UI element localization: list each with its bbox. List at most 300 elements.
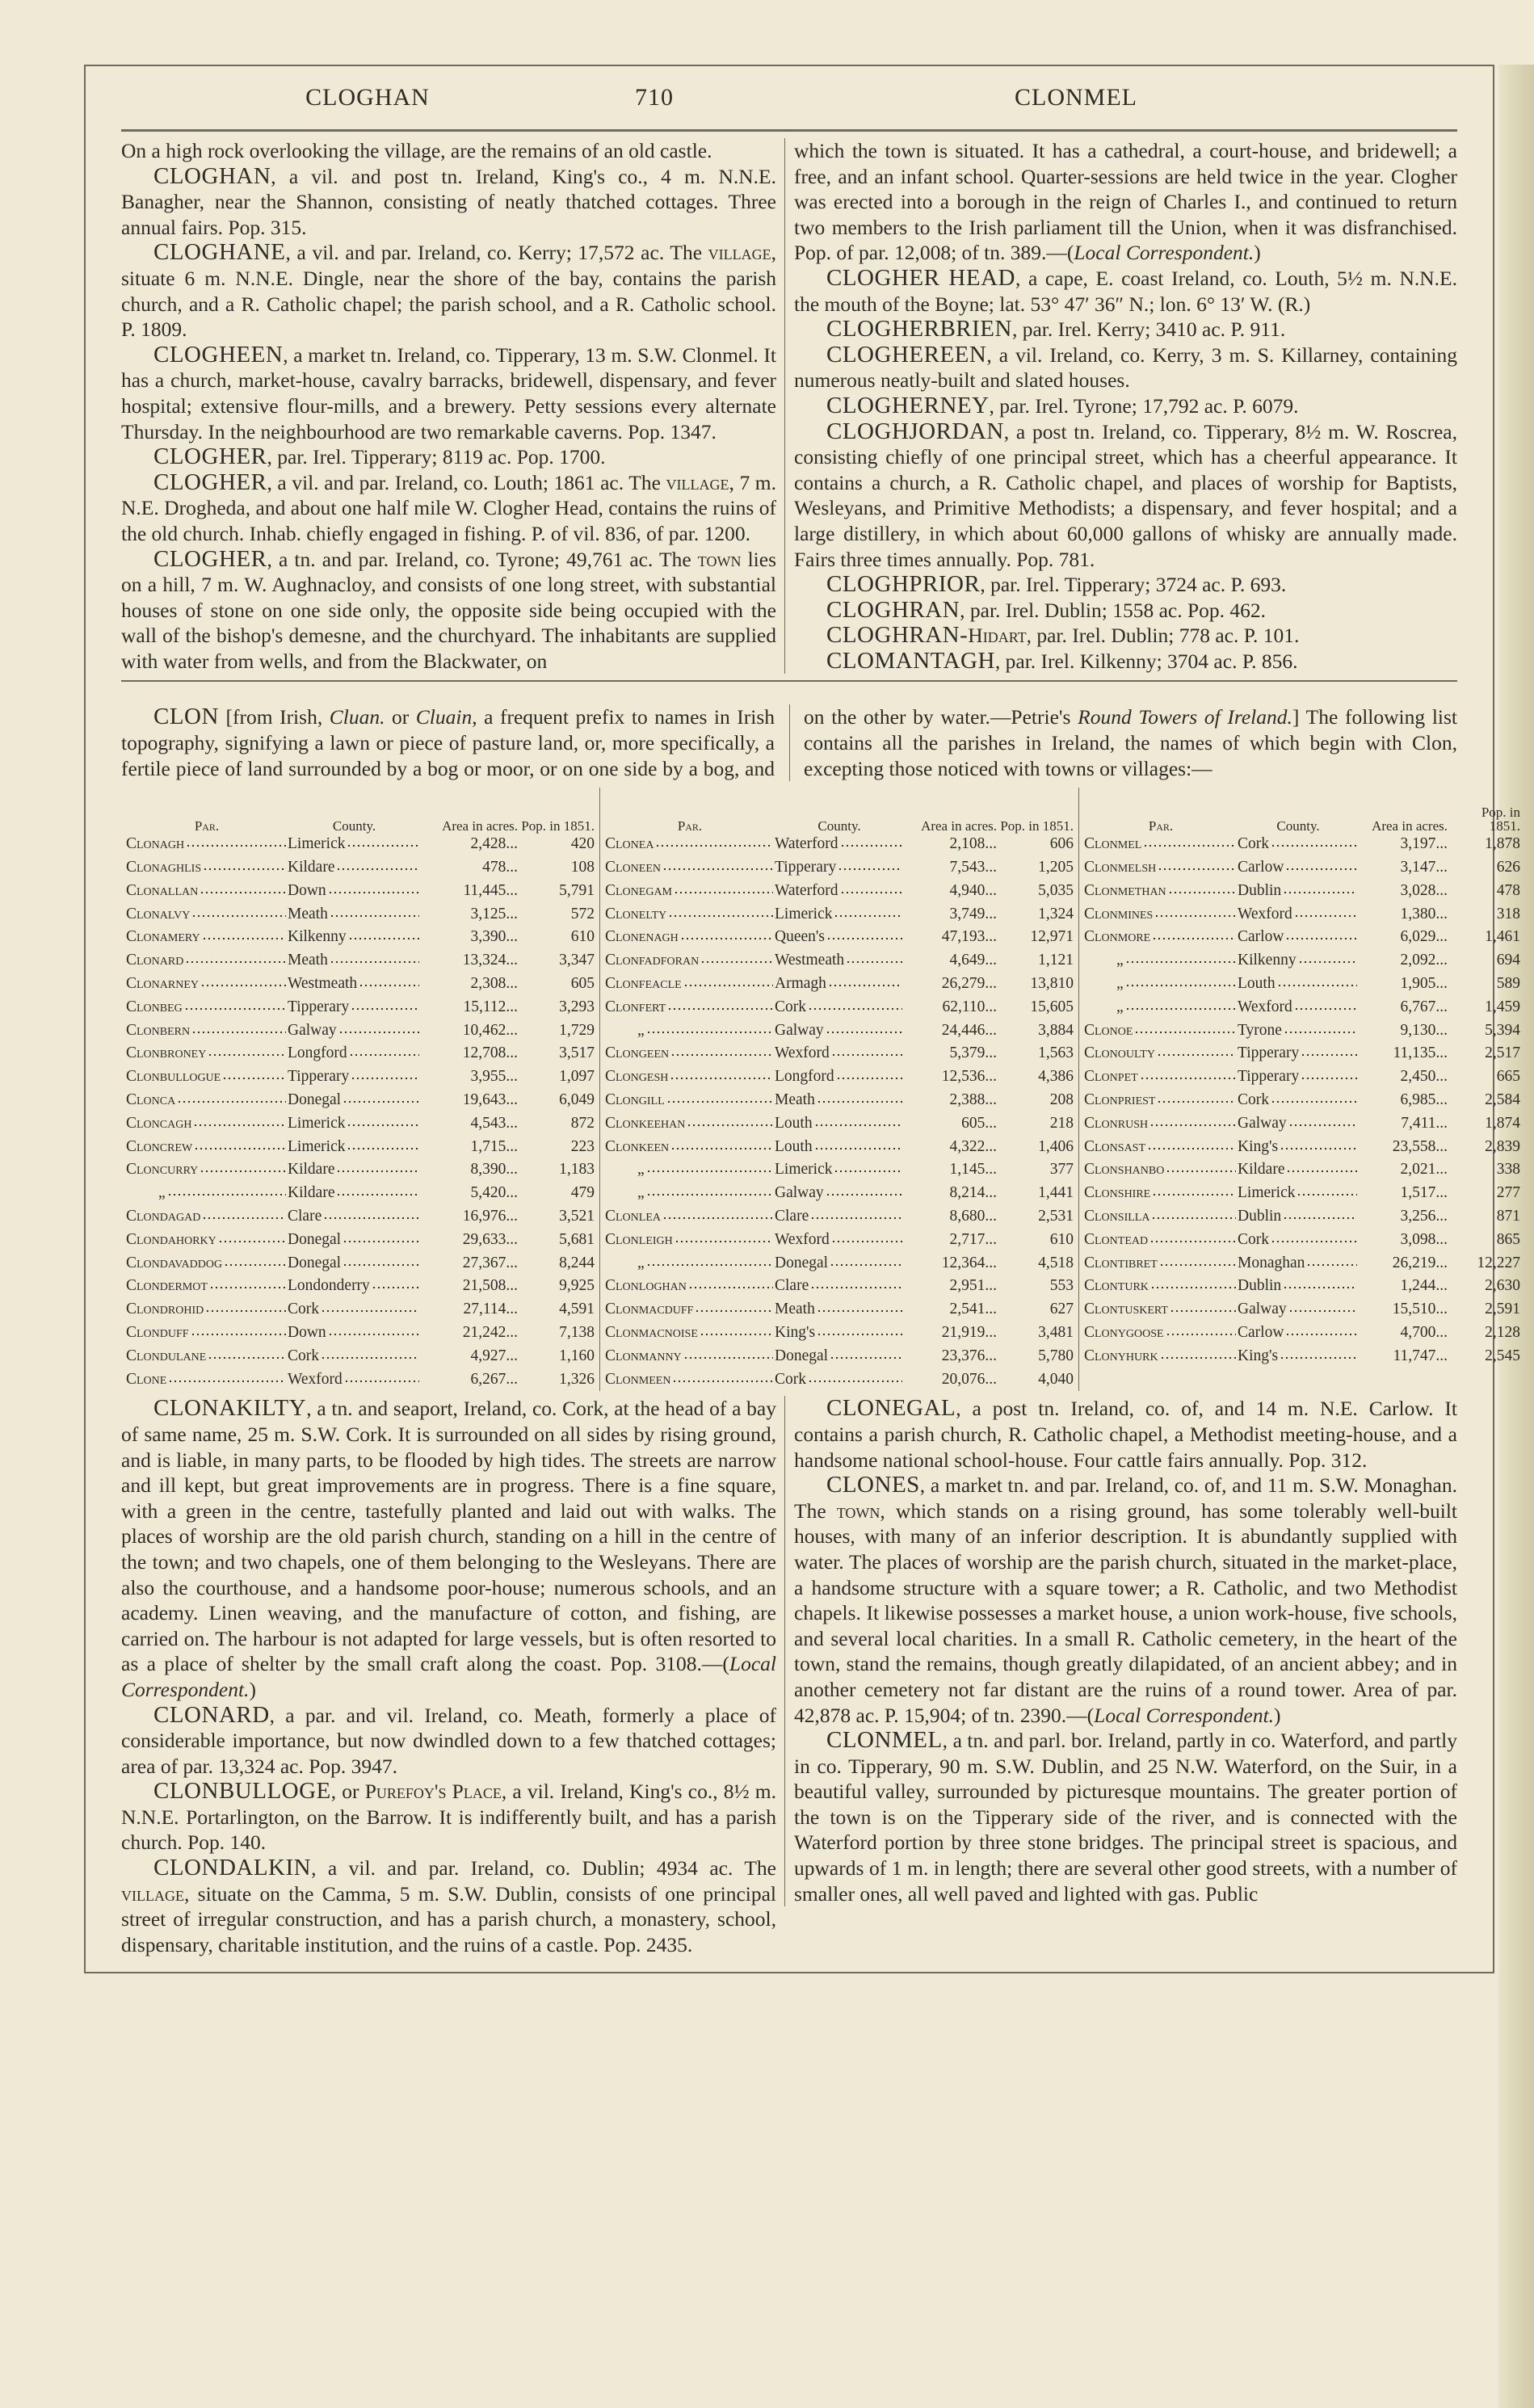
population-1851: 553 xyxy=(1049,1277,1074,1295)
leader-dots: ... xyxy=(506,881,518,899)
area-acres: 15,510 xyxy=(1392,1301,1436,1318)
population-1851: 8,244 xyxy=(559,1254,595,1271)
leader-dots xyxy=(814,1146,902,1151)
parish-name: Clonmanny xyxy=(605,1347,682,1364)
leader-dots xyxy=(826,1192,902,1197)
leader-dots: ... xyxy=(985,1161,997,1179)
parish-table-1 xyxy=(121,788,599,1391)
leader-dots xyxy=(321,1355,419,1360)
leader-dots xyxy=(1271,1239,1357,1244)
leader-dots xyxy=(194,1146,286,1151)
area-acres: 10,462 xyxy=(462,1021,506,1039)
italic-text: Local Correspondent. xyxy=(1094,1703,1275,1727)
area-acres: 3,256 xyxy=(1400,1208,1436,1225)
parish-name: Clonarney xyxy=(126,975,199,993)
leader-dots: ... xyxy=(985,1347,997,1364)
table-row xyxy=(605,880,1074,903)
entry-text: , a par. and vil. Ireland, co. Meath, formerly a place of considerable importance, but now dwindled down to a few thatched cottages; area of par. 13,324 ac. Pop. 3947. xyxy=(121,1703,776,1778)
area-acres: 3,098 xyxy=(1400,1230,1436,1248)
leader-dots: ... xyxy=(1435,1208,1448,1225)
leader-dots xyxy=(700,1332,773,1337)
county-name: Galway xyxy=(288,1021,337,1039)
area-acres: 4,940 xyxy=(949,881,986,899)
parish-name: Clondagad xyxy=(126,1208,201,1225)
leader-dots: ... xyxy=(506,835,518,853)
running-head-left: CLOGHAN xyxy=(305,84,430,111)
parish-name: Cloncurry xyxy=(126,1161,199,1179)
leader-dots xyxy=(200,1169,286,1174)
area-acres: 7,411 xyxy=(1401,1114,1436,1132)
leader-dots xyxy=(695,1309,773,1313)
area-acres: 13,324 xyxy=(462,952,506,969)
header-pop: Pop. in 1851. xyxy=(1481,805,1520,834)
leader-dots xyxy=(840,890,902,895)
leader-dots xyxy=(1283,1216,1357,1221)
area-acres: 62,110 xyxy=(942,998,986,1015)
area-acres: 4,322 xyxy=(949,1137,986,1155)
page-frame xyxy=(84,65,1520,1973)
leader-dots xyxy=(1125,983,1236,988)
header-area: Area in acres. xyxy=(1372,818,1448,834)
leader-dots: ... xyxy=(985,952,997,969)
population-1851: 4,591 xyxy=(559,1301,595,1318)
gazetteer-entry xyxy=(794,1396,1457,1473)
county-name: Donegal xyxy=(288,1091,342,1109)
leader-dots xyxy=(646,1263,773,1267)
entry-text: , a vil. Ireland, co. Kerry, 3 m. S. Killarney, containing numerous neatly-built and slated houses. xyxy=(794,342,1457,393)
parish-name: Clonygoose xyxy=(1084,1323,1164,1341)
leader-dots xyxy=(831,1239,902,1244)
top-right-column xyxy=(784,138,1457,674)
parish-name: „ xyxy=(158,1184,166,1202)
gazetteer-entry xyxy=(121,1703,776,1780)
leader-dots xyxy=(359,983,419,988)
table-row xyxy=(605,1182,1074,1205)
parish-name: Clonallan xyxy=(126,881,199,899)
leader-dots: ... xyxy=(1435,1091,1448,1109)
county-name: Meath xyxy=(288,952,328,969)
county-name: Waterford xyxy=(775,881,838,899)
area-acres: 11,747 xyxy=(1393,1347,1436,1364)
county-name: Dublin xyxy=(1238,1277,1282,1295)
leader-dots xyxy=(1150,1285,1236,1290)
leader-dots xyxy=(810,1216,902,1221)
parish-name: Clonaghlis xyxy=(126,859,202,876)
table-row xyxy=(1084,1136,1520,1159)
area-acres: 6,267 xyxy=(470,1370,506,1388)
county-name: King's xyxy=(1238,1137,1279,1155)
table-row xyxy=(1084,1205,1520,1229)
leader-dots xyxy=(1160,1355,1236,1360)
population-1851: 1,729 xyxy=(559,1021,595,1039)
table-row xyxy=(1084,1345,1520,1368)
leader-dots xyxy=(1157,1099,1236,1104)
parish-name: Clonca xyxy=(126,1091,176,1109)
population-1851: 12,971 xyxy=(1030,928,1074,946)
county-name: Meath xyxy=(775,1301,815,1318)
leader-dots: ... xyxy=(985,975,997,993)
population-1851: 2,839 xyxy=(1485,1137,1520,1155)
leader-dots: ... xyxy=(506,1370,518,1388)
population-1851: 1,874 xyxy=(1485,1114,1520,1132)
leader-dots xyxy=(662,1216,773,1221)
leader-dots xyxy=(202,1216,286,1221)
population-1851: 1,097 xyxy=(559,1068,595,1086)
population-1851: 5,681 xyxy=(559,1230,595,1248)
leader-dots xyxy=(1154,914,1236,918)
county-name: Kilkenny xyxy=(288,928,347,946)
entry-text: , par. Irel. Dublin; 1558 ac. Pop. 462. xyxy=(960,598,1267,622)
parish-name: Clondavaddog xyxy=(126,1254,223,1271)
parish-name: Clonrush xyxy=(1084,1114,1149,1132)
leader-dots xyxy=(1301,1076,1357,1081)
leader-dots xyxy=(338,1030,419,1035)
area-acres: 26,279 xyxy=(941,975,986,993)
leader-dots xyxy=(836,1076,902,1081)
parish-name: Cloneen xyxy=(605,859,661,876)
entry-text: town xyxy=(697,547,742,571)
leader-dots xyxy=(167,1192,286,1197)
county-name: Wexford xyxy=(1238,905,1292,922)
leader-dots: ... xyxy=(506,1230,518,1248)
area-acres: 5,379 xyxy=(949,1044,986,1062)
leader-dots: ... xyxy=(506,1301,518,1318)
leader-dots: ... xyxy=(985,1323,997,1341)
parish-name: Clonbern xyxy=(126,1021,191,1039)
leader-dots: ... xyxy=(506,1161,518,1179)
leader-dots: ... xyxy=(506,1277,518,1295)
parish-name: Clongeen xyxy=(605,1044,670,1062)
county-name: Donegal xyxy=(288,1230,342,1248)
county-name: Dublin xyxy=(1238,881,1282,899)
leader-dots xyxy=(1125,1006,1236,1011)
leader-dots xyxy=(344,1379,419,1384)
leader-dots: ... xyxy=(985,1277,997,1295)
entry-text: , a tn. and par. Ireland, co. Tyrone; 49,761 ac. The xyxy=(267,547,698,571)
entry-text: [from Irish, xyxy=(218,705,330,729)
population-1851: 377 xyxy=(1049,1161,1074,1179)
entry-text: On a high rock overlooking the village, are the remains of an old castle. xyxy=(121,139,712,162)
header-area: Area in acres. xyxy=(442,818,518,834)
leader-dots xyxy=(1151,1216,1236,1221)
area-acres: 1,244 xyxy=(1400,1277,1436,1295)
entry-headword: CLOGHEEN xyxy=(153,341,284,368)
leader-dots: ... xyxy=(985,1044,997,1062)
parish-name: Clonmacduff xyxy=(605,1301,694,1318)
entry-text: , situate 6 m. N.N.E. Dingle, near the shore of the bay, contains the parish church, and a R. Catholic chapel; the parish school, and a R. Catholic school. P. 1809. xyxy=(121,241,776,342)
area-acres: 3,749 xyxy=(949,905,986,922)
leader-dots xyxy=(838,867,902,872)
leader-dots xyxy=(209,1285,286,1290)
parish-name: Cloncrew xyxy=(126,1137,193,1155)
leader-dots xyxy=(330,960,419,964)
population-1851: 627 xyxy=(1049,1301,1074,1318)
area-acres: 2,428 xyxy=(470,835,506,853)
entry-headword: CLOGHERNEY xyxy=(826,392,990,418)
leader-dots xyxy=(1298,960,1357,964)
leader-dots: ... xyxy=(1435,1323,1448,1341)
area-acres: 16,976 xyxy=(462,1208,506,1225)
gazetteer-entry xyxy=(794,1473,1457,1728)
leader-dots xyxy=(655,843,773,848)
leader-dots: ... xyxy=(506,952,518,969)
entry-text: , a vil. and par. Ireland, co. Kerry; 17,572 ac. The xyxy=(285,241,708,265)
entry-text: , a tn. and parl. bor. Ireland, partly in co. Waterford, and partly in co. Tipperary, 90 m. S.W. Dublin, and 25 N.W. Waterford, on the Suir, in a beautiful valley, surrounded by picturesque mountains. The greater portion of the town is on the Tipperary side of the river, and is connected with the Waterford portion by three stone bridges. The principal street is spacious, and upwards of 1 m. in length; there are several other good streets, with a number of smaller ones, all well paved and lighted with gas. Public xyxy=(794,1729,1457,1906)
area-acres: 2,717 xyxy=(949,1230,986,1248)
leader-dots xyxy=(687,1123,773,1128)
population-1851: 2,531 xyxy=(1038,1208,1074,1225)
leader-dots xyxy=(1277,983,1357,988)
table-row xyxy=(126,1158,595,1182)
leader-dots: ... xyxy=(1435,835,1448,853)
leader-dots: ... xyxy=(506,1068,518,1086)
area-acres: 8,680 xyxy=(949,1208,986,1225)
county-name: Tipperary xyxy=(1238,1044,1300,1062)
leader-dots xyxy=(1166,1332,1236,1337)
parish-name: Clonoe xyxy=(1084,1021,1133,1039)
table-row xyxy=(126,949,595,973)
entry-headword: CLOGHAN xyxy=(153,162,271,189)
running-head-right: CLONMEL xyxy=(1015,84,1137,111)
county-name: Louth xyxy=(775,1114,813,1132)
county-name: King's xyxy=(1238,1347,1279,1364)
table-row xyxy=(126,1065,595,1089)
population-1851: 1,461 xyxy=(1485,928,1520,946)
county-name: Cork xyxy=(1238,1091,1269,1109)
county-name: Cork xyxy=(775,1370,806,1388)
leader-dots xyxy=(343,1099,419,1104)
gazetteer-entry xyxy=(794,649,1457,674)
table-row xyxy=(1084,1182,1520,1205)
county-name: Louth xyxy=(1238,975,1276,993)
entry-text: , a vil. and par. Ireland, co. Louth; 1861 ac. The xyxy=(267,470,666,494)
area-acres: 2,021 xyxy=(1400,1161,1436,1179)
parish-name: Clonea xyxy=(605,835,654,853)
county-name: Londonderry xyxy=(288,1277,370,1295)
entry-headword: CLOGHER xyxy=(153,469,267,495)
entry-headword: CLONARD xyxy=(153,1701,270,1728)
population-1851: 5,791 xyxy=(559,881,595,899)
population-1851: 2,128 xyxy=(1485,1323,1520,1341)
population-1851: 610 xyxy=(1049,1230,1074,1248)
population-1851: 1,160 xyxy=(559,1347,595,1364)
leader-dots xyxy=(177,1099,286,1104)
population-1851: 478 xyxy=(1496,881,1520,899)
leader-dots: ... xyxy=(506,1021,518,1039)
leader-dots: ... xyxy=(985,928,997,946)
county-name: Kildare xyxy=(288,1184,335,1202)
table-row xyxy=(605,926,1074,949)
table-row xyxy=(126,1182,595,1205)
population-1851: 694 xyxy=(1496,952,1520,969)
leader-dots: ... xyxy=(985,1114,997,1132)
population-1851: 6,049 xyxy=(559,1091,595,1109)
population-1851: 4,040 xyxy=(1038,1370,1074,1388)
page-number: 710 xyxy=(635,84,674,111)
county-name: Kildare xyxy=(1238,1161,1285,1179)
table-row xyxy=(126,996,595,1019)
parish-name: Clonmethan xyxy=(1084,881,1166,899)
population-1851: 3,517 xyxy=(559,1044,595,1062)
parish-name: „ xyxy=(637,1021,645,1039)
table-row xyxy=(605,1252,1074,1275)
entry-text: , a vil. and post tn. Ireland, King's co., 4 m. N.N.E. Banagher, near the Shannon, consisting of neatly thatched cottages. Three annual fairs. Pop. 315. xyxy=(121,164,776,239)
leader-dots xyxy=(1283,890,1357,895)
population-1851: 1,326 xyxy=(559,1370,595,1388)
parish-name: Clonard xyxy=(126,952,184,969)
area-acres: 2,092 xyxy=(1400,952,1436,969)
leader-dots xyxy=(826,936,902,941)
area-acres: 1,715 xyxy=(470,1137,506,1155)
population-1851: 318 xyxy=(1496,905,1520,922)
area-acres: 4,700 xyxy=(1400,1323,1436,1341)
leader-dots xyxy=(666,1099,773,1104)
leader-dots xyxy=(808,1006,902,1011)
table-row xyxy=(126,1205,595,1229)
area-acres: 2,951 xyxy=(949,1277,986,1295)
gazetteer-entry xyxy=(794,419,1457,573)
leader-dots xyxy=(321,1309,419,1313)
parish-name: Clonmelsh xyxy=(1084,859,1157,876)
entry-headword: CLOGHER HEAD xyxy=(826,264,1015,291)
county-name: Limerick xyxy=(288,835,346,853)
area-acres: 12,708 xyxy=(462,1044,506,1062)
leader-dots: ... xyxy=(985,998,997,1015)
table-row xyxy=(1084,856,1520,880)
leader-dots xyxy=(668,914,773,918)
parish-name: Clonbroney xyxy=(126,1044,207,1062)
leader-dots xyxy=(1143,843,1236,848)
leader-dots xyxy=(208,1053,286,1057)
table-row xyxy=(605,1322,1074,1345)
county-name: Limerick xyxy=(775,1161,833,1179)
table-row xyxy=(605,1042,1074,1065)
table-row xyxy=(605,833,1074,856)
top-left-column xyxy=(121,138,784,674)
leader-dots xyxy=(646,1030,773,1035)
leader-dots xyxy=(372,1285,419,1290)
leader-dots xyxy=(351,1006,419,1011)
area-acres: 2,308 xyxy=(470,975,506,993)
population-1851: 2,545 xyxy=(1485,1347,1520,1364)
entry-headword: CLONEGAL xyxy=(826,1395,956,1422)
entry-headword: CLONMEL xyxy=(826,1727,943,1754)
population-1851: 108 xyxy=(570,859,595,876)
entry-headword: CLOGHJORDAN xyxy=(826,418,1004,444)
population-1851: 420 xyxy=(570,835,595,853)
table-row xyxy=(605,973,1074,996)
header-pop: Pop. in 1851. xyxy=(1000,818,1074,834)
table-row xyxy=(1084,949,1520,973)
entry-text: , a post tn. Ireland, co. Tipperary, 8½ m. W. Roscrea, consisting chiefly of one principal street, which has a cheerful appearance. It contains a church, a R. Catholic chapel, and places of worship for Baptists, Wesleyans, and Primitive Methodists; a dispensary, and fever hospital; and a large distillery, in which about 60,000 gallons of whisky are annually made. Fairs three times annually. Pop. 781. xyxy=(794,419,1457,571)
entry-text: , a vil. and par. Ireland, co. Dublin; 4934 ac. The xyxy=(311,1856,776,1881)
county-name: Cork xyxy=(775,998,806,1015)
table-row xyxy=(1084,1229,1520,1252)
county-name: Carlow xyxy=(1238,1323,1284,1341)
leader-dots xyxy=(817,1309,902,1313)
county-name: Limerick xyxy=(288,1114,346,1132)
population-1851: 479 xyxy=(570,1184,595,1202)
leader-dots xyxy=(834,1169,902,1174)
parish-name: Clonleigh xyxy=(605,1230,673,1248)
population-1851: 7,138 xyxy=(559,1323,595,1341)
area-acres: 29,633 xyxy=(462,1230,506,1248)
leader-dots xyxy=(1283,1285,1357,1290)
area-acres: 1,517 xyxy=(1400,1184,1436,1202)
area-acres: 15,112 xyxy=(463,998,506,1015)
county-name: Galway xyxy=(775,1021,824,1039)
county-name: King's xyxy=(775,1323,816,1341)
header-pop: Pop. in 1851. xyxy=(521,818,595,834)
leader-dots xyxy=(347,1146,419,1151)
area-acres: 5,420 xyxy=(470,1184,506,1202)
header-county: County. xyxy=(332,818,376,834)
leader-dots: ... xyxy=(506,1254,518,1271)
county-name: Wexford xyxy=(775,1230,830,1248)
leader-dots: ... xyxy=(1435,859,1448,876)
gazetteer-entry xyxy=(121,1396,776,1702)
parish-name: Clondulane xyxy=(126,1347,207,1364)
population-1851: 1,459 xyxy=(1485,998,1520,1015)
parish-name: Clonsilla xyxy=(1084,1208,1150,1225)
leader-dots xyxy=(834,914,902,918)
population-1851: 3,481 xyxy=(1038,1323,1074,1341)
county-name: Donegal xyxy=(288,1254,342,1271)
entry-text: village xyxy=(708,241,771,265)
area-acres: 2,450 xyxy=(1400,1068,1436,1086)
leader-dots xyxy=(202,936,286,941)
population-1851: 2,630 xyxy=(1485,1277,1520,1295)
gazetteer-entry xyxy=(794,138,1457,266)
table-row xyxy=(126,833,595,856)
county-name: Donegal xyxy=(775,1254,829,1271)
area-acres: 4,927 xyxy=(470,1347,506,1364)
area-acres: 2,388 xyxy=(949,1091,986,1109)
leader-dots xyxy=(1280,1355,1357,1360)
entry-headword: CLONES xyxy=(826,1472,920,1498)
entry-text: , which stands on a rising ground, has some tolerably well-built houses, with many of an inferior description. It is abundantly supplied with water. The places of worship are the parish church, situated in the market-place, a handsome structure with a square tower; a R. Catholic, and two Methodist chapels. It likewise possesses a market house, a union work-house, five schools, and several local charities. In a small R. Catholic cemetery, in the heart of the town, stand the remains, though greatly dilapidated, of an ancient abbey; and in another cemetery not far distant are the ruins of a round tower. Area of par. 42,878 ac. P. 15,904; of tn. 2390.—( xyxy=(794,1498,1457,1727)
entry-headword: CLON xyxy=(153,704,219,730)
table-row xyxy=(605,1019,1074,1043)
table-row xyxy=(1084,973,1520,996)
entry-text: , par. Irel. Dublin; 778 ac. P. 101. xyxy=(1026,624,1300,648)
gazetteer-entry xyxy=(794,342,1457,393)
population-1851: 665 xyxy=(1496,1068,1520,1086)
leader-dots xyxy=(347,1123,419,1128)
entry-headword: CLOGHRAN- xyxy=(826,622,969,649)
entry-text: , par. Irel. Tipperary; 3724 ac. P. 693. xyxy=(980,573,1287,597)
area-acres: 11,445 xyxy=(463,881,506,899)
county-name: Queen's xyxy=(775,928,825,946)
table-row xyxy=(126,1368,595,1392)
leader-dots xyxy=(191,1332,286,1337)
table-row xyxy=(126,1019,595,1043)
parish-name: Clonturk xyxy=(1084,1277,1149,1295)
entry-text: , a market tn. Ireland, co. Tipperary, 13 m. S.W. Clonmel. It has a church, market-house, cavalry barracks, bridewell, dispensary, and fever hospital; extensive flour-mills, and a brewery. Petty sessions every alternate Thursday. In the neighbourhood are two remarkable caverns. Pop. 1347. xyxy=(121,342,776,443)
leader-dots xyxy=(814,1123,902,1128)
leader-dots: ... xyxy=(1435,1161,1448,1179)
leader-dots: ... xyxy=(1435,952,1448,969)
italic-text: Round Towers of Ireland. xyxy=(1078,705,1292,729)
population-1851: 218 xyxy=(1049,1114,1074,1132)
entry-headword: CLOGHRAN xyxy=(826,596,960,623)
gazetteer-entry xyxy=(794,572,1457,598)
table-row xyxy=(605,1065,1074,1089)
table-row xyxy=(126,1089,595,1112)
leader-dots xyxy=(323,1216,419,1221)
area-acres: 6,767 xyxy=(1400,998,1436,1015)
parish-name: Clonpriest xyxy=(1084,1091,1156,1109)
